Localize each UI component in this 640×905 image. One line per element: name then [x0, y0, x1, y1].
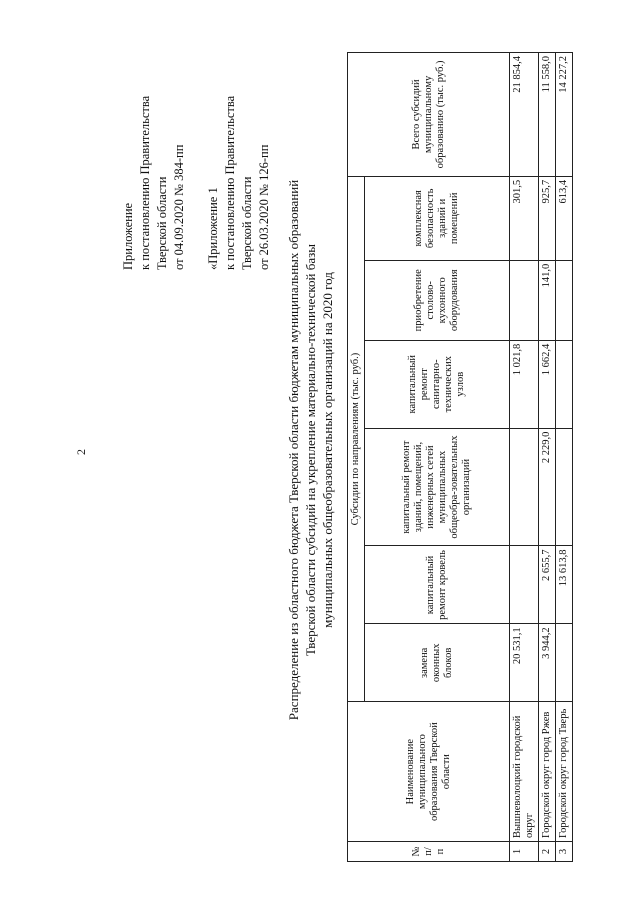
- cell-security: 301,5: [510, 176, 539, 260]
- document-page: [85, 30, 605, 870]
- title-line: Распределение из областного бюджета Тверской области бюджетам муниципальных образований: [286, 179, 301, 721]
- cell-roof-repair: 13 613,8: [556, 546, 573, 624]
- header-security: комплексная безопасность зданий и помещений: [365, 176, 510, 260]
- cell-sanitary-repair: 1 662,4: [539, 340, 556, 428]
- appendix-line: Тверской области: [240, 176, 254, 270]
- appendix-line: к постановлению Правительства: [223, 95, 237, 270]
- header-number: № п/п: [348, 842, 510, 862]
- table-row: [556, 53, 573, 862]
- cell-kitchen-equipment: 141,0: [539, 260, 556, 340]
- header-sanitary-repair: капитальный ремонт санитарно-технических узлов: [365, 340, 510, 428]
- appendix-line: Приложение: [121, 202, 135, 270]
- appendix-previous: [205, 20, 273, 270]
- row-number: 2: [539, 842, 556, 862]
- cell-security: 925,7: [539, 176, 556, 260]
- title-line: муниципальных общеобразовательных организаций на 2020 год: [320, 272, 335, 628]
- cell-window-blocks: 20 531,1: [510, 624, 539, 702]
- appendix-line: к постановлению Правительства: [138, 95, 152, 270]
- cell-security: 613,4: [556, 176, 573, 260]
- header-subsidy-group: Субсидии по направлениям (тыс. руб.): [348, 176, 365, 701]
- row-number: 3: [556, 842, 573, 862]
- page-number: 2: [74, 449, 88, 455]
- row-municipality: Городской округ город Ржев: [539, 702, 556, 842]
- cell-sanitary-repair: [556, 340, 573, 428]
- cell-building-repair: [556, 428, 573, 546]
- cell-sanitary-repair: 1 021,8: [510, 340, 539, 428]
- title-line: Тверской области субсидий на укрепление материально-технической базы: [303, 244, 318, 657]
- cell-roof-repair: 2 655,7: [539, 546, 556, 624]
- appendix-current: [120, 20, 188, 270]
- header-total: Всего субсидий муниципальному образованию (тыс. руб.): [348, 53, 510, 177]
- appendix-line: «Приложение 1: [206, 187, 220, 270]
- cell-window-blocks: 3 944,2: [539, 624, 556, 702]
- cell-roof-repair: [510, 546, 539, 624]
- table-row: [539, 53, 556, 862]
- appendix-line: Тверской области: [155, 176, 169, 270]
- header-roof-repair: капитальный ремонт кровель: [365, 546, 510, 624]
- header-window-blocks: замена оконных блоков: [365, 624, 510, 702]
- appendix-line: от 26.03.2020 № 126-пп: [257, 144, 271, 270]
- cell-kitchen-equipment: [556, 260, 573, 340]
- header-municipality: Наименование муниципального образования Тверской области: [348, 702, 510, 842]
- cell-building-repair: [510, 428, 539, 546]
- cell-total: 11 558,0: [539, 53, 556, 177]
- cell-building-repair: 2 229,0: [539, 428, 556, 546]
- cell-window-blocks: [556, 624, 573, 702]
- row-number: 1: [510, 842, 539, 862]
- row-municipality: Городской округ город Тверь: [556, 702, 573, 842]
- cell-kitchen-equipment: [510, 260, 539, 340]
- header-building-repair: капитальный ремонт зданий, помещений, инженерных сетей муниципальных общеобра-зовательных организаций: [365, 428, 510, 546]
- header-kitchen-equipment: приобретение столово-кухонного оборудования: [365, 260, 510, 340]
- appendix-line: от 04.09.2020 № 384-пп: [172, 144, 186, 270]
- cell-total: 21 854,4: [510, 53, 539, 177]
- subsidy-table: [347, 52, 573, 862]
- table-row: [510, 53, 539, 862]
- document-title: [285, 30, 336, 870]
- cell-total: 14 227,2: [556, 53, 573, 177]
- row-municipality: Вышневолоцкий городской округ: [510, 702, 539, 842]
